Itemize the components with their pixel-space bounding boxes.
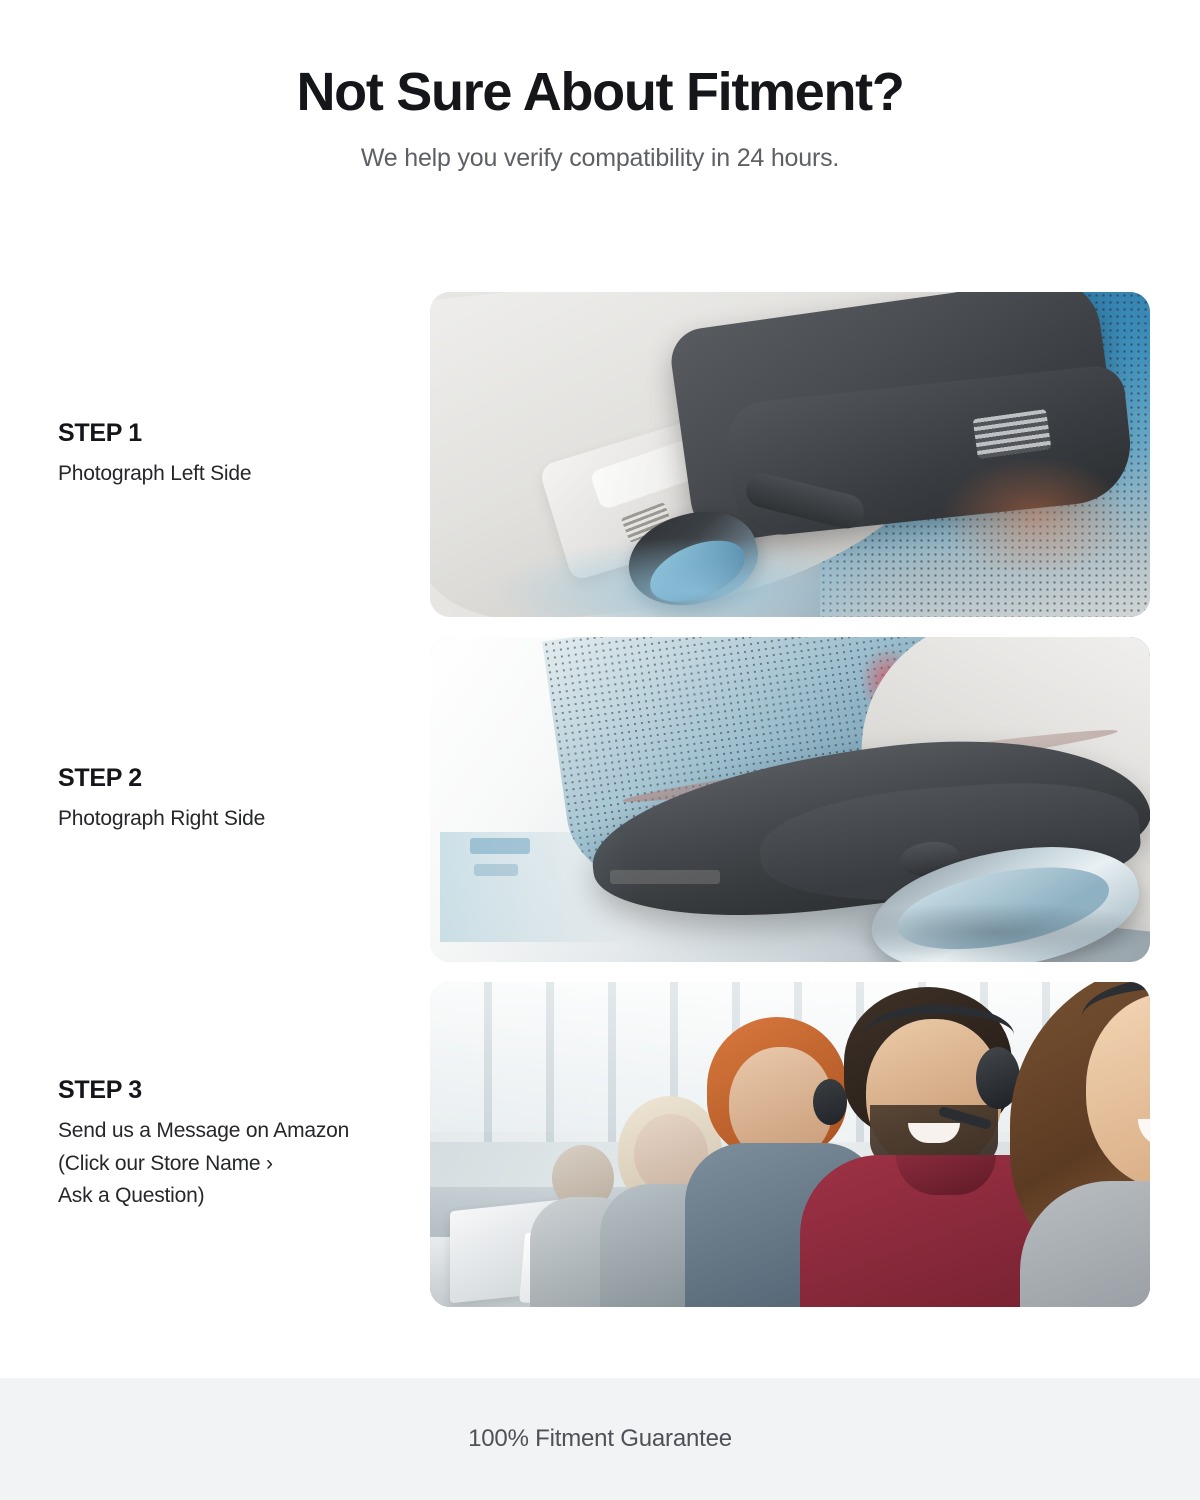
step-1-image bbox=[430, 292, 1150, 617]
fitment-guarantee-text: 100% Fitment Guarantee bbox=[468, 1425, 732, 1452]
street-sign-shape bbox=[474, 864, 518, 876]
step-3-label: STEP 3 bbox=[58, 1076, 142, 1105]
step-2-image bbox=[430, 637, 1150, 962]
step-3-description bbox=[58, 1115, 430, 1213]
mirror-shadow bbox=[830, 902, 1150, 962]
page-title: Not Sure About Fitment? bbox=[296, 62, 904, 122]
step-1-description-line-1: Photograph Left Side bbox=[58, 461, 252, 485]
step-row-2 bbox=[0, 637, 1200, 962]
street-view-through-glass bbox=[440, 832, 740, 942]
step-1-label: STEP 1 bbox=[58, 418, 142, 447]
street-building-shape bbox=[610, 870, 720, 884]
step-3-image bbox=[430, 982, 1150, 1307]
step-2-text bbox=[0, 764, 430, 836]
street-sign-shape bbox=[470, 838, 530, 854]
step-3-description-line-3: Ask a Question) bbox=[58, 1184, 205, 1208]
step-1-text bbox=[0, 419, 430, 491]
page-subtitle: We help you verify compatibility in 24 hours. bbox=[360, 144, 840, 173]
agent-woman-with-headset bbox=[1030, 982, 1150, 1307]
step-3-text bbox=[0, 1076, 430, 1213]
step-3-description-line-2: (Click our Store Name › bbox=[58, 1151, 273, 1175]
step-row-3 bbox=[0, 982, 1200, 1307]
step-1-description bbox=[58, 458, 430, 491]
step-2-description-line-1: Photograph Right Side bbox=[58, 806, 266, 830]
window-glare bbox=[490, 537, 910, 617]
step-2-label: STEP 2 bbox=[58, 763, 142, 792]
page-header bbox=[0, 0, 1200, 173]
warm-light-glare bbox=[940, 457, 1130, 577]
footer-bar bbox=[0, 1378, 1200, 1500]
step-2-description bbox=[58, 803, 430, 836]
steps-list bbox=[0, 292, 1200, 1327]
step-3-description-line-1: Send us a Message on Amazon bbox=[58, 1119, 350, 1143]
step-row-1 bbox=[0, 292, 1200, 617]
